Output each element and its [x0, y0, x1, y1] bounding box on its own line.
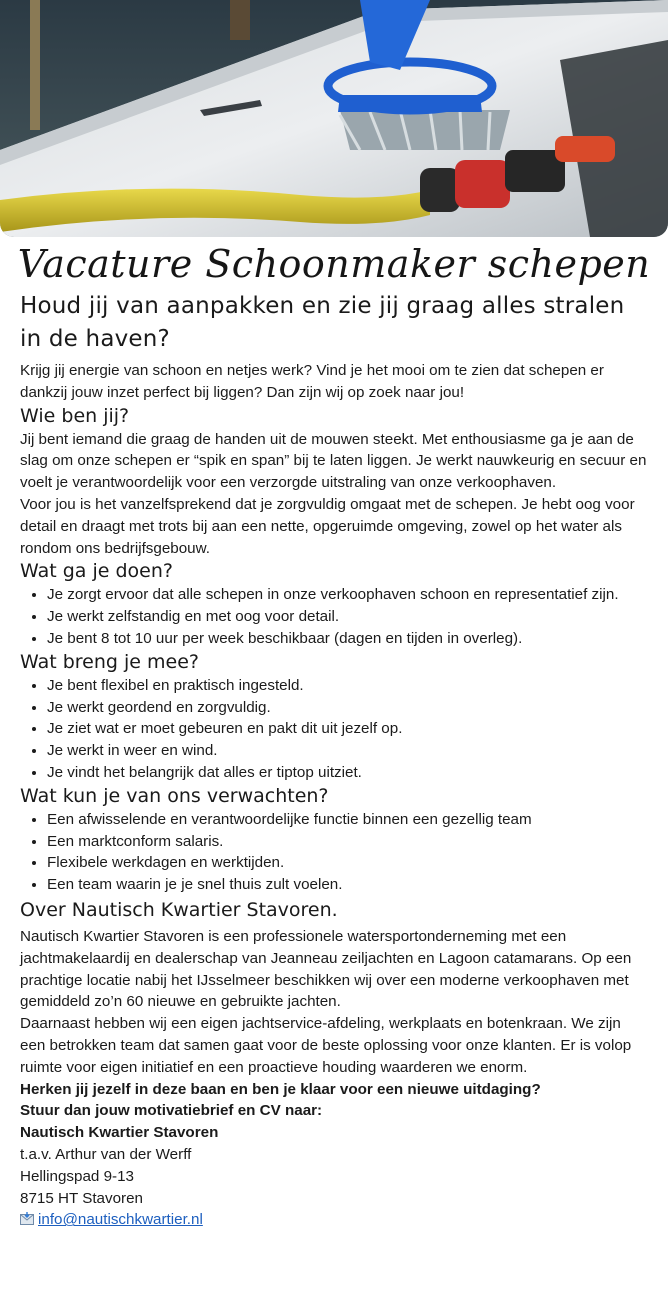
apply-line-1: Herken jij jezelf in deze baan en ben je klaar voor een nieuwe uitdaging?	[20, 1080, 541, 1098]
list-item: • Flexibele werkdagen en werktijden.	[47, 852, 650, 874]
headline: Houd jij van aanpakken en zie jij graag alles stralen in de haven?	[20, 293, 625, 352]
list-item: • Je bent 8 tot 10 uur per week beschikbaar (dagen en tijden in overleg).	[47, 628, 650, 650]
envelope-icon	[20, 1212, 34, 1225]
verwachten-list	[20, 809, 650, 896]
list-item: • Je werkt geordend en zorgvuldig.	[47, 697, 650, 719]
boat-cleaning-brush-illustration	[0, 0, 668, 237]
address-street: Hellingspad 9-13	[20, 1167, 134, 1185]
section-heading-mee: Wat breng je mee?	[20, 650, 199, 673]
list-item: • Je werkt zelfstandig en met oog voor detail.	[47, 606, 650, 628]
doen-list	[20, 584, 650, 649]
list-item: • Een team waarin je je snel thuis zult voelen.	[47, 874, 650, 896]
page-title-script: Vacature Schoonmaker schepen	[17, 242, 651, 286]
vacancy-content	[20, 290, 650, 1231]
apply-line-2: Stuur dan jouw motivatiebrief en CV naar:	[20, 1102, 323, 1120]
email-link[interactable]: info@nautischkwartier.nl	[38, 1211, 203, 1229]
wie-paragraph-2: Voor jou is het vanzelfsprekend dat je zorgvuldig omgaat met de schepen. Je hebt oog voor detail en draagt met trots bij aan een nette, opgeruimde omgeving, zowel op het water als rondom ons bedrijfsgebouw.	[20, 495, 635, 557]
mee-list	[20, 675, 650, 784]
section-heading-doen: Wat ga je doen?	[20, 560, 173, 583]
attention-line: t.a.v. Arthur van der Werff	[20, 1145, 192, 1163]
address-city: 8715 HT Stavoren	[20, 1189, 143, 1207]
list-item: • Je zorgt ervoor dat alle schepen in onze verkoophaven schoon en representatief zijn.	[47, 584, 650, 606]
list-item: • Je bent flexibel en praktisch ingesteld.	[47, 675, 650, 697]
hero-photo	[0, 0, 668, 237]
section-heading-wie: Wie ben jij?	[20, 404, 130, 427]
over-paragraph-2: Daarnaast hebben wij een eigen jachtservice-afdeling, werkplaats en botenkraan. We zijn een betrokken team dat samen gaat voor de beste oplossing voor onze klanten. Er is volop ruimte voor eigen initiatief en een proactieve houding waarderen we enorm.	[20, 1015, 632, 1076]
wie-paragraph-1: Jij bent iemand die graag de handen uit de mouwen steekt. Met enthousiasme ga je aan de slag om onze schepen er “spik en span” bij te laten liggen. Je werkt nauwkeurig en secuur en voelt je verantwoordelijk voor een verzorgde uitstraling van onze verkoophaven.	[20, 430, 647, 492]
section-heading-verwachten: Wat kun je van ons verwachten?	[20, 784, 329, 807]
list-item: • Een marktconform salaris.	[47, 831, 650, 853]
over-paragraph-1: Nautisch Kwartier Stavoren is een professionele watersportonderneming met een jachtmakelaardij en dealerschap van Jeanneau zeiljachten en Lagoon catamarans. Op een prachtige locatie nabij het IJsselmeer beschikken wij over een moderne verkoophaven met gemiddeld zo’n 60 nieuwe en gebruikte jachten.	[20, 927, 632, 1011]
list-item: • Je vindt het belangrijk dat alles er tiptop uitziet.	[47, 762, 650, 784]
list-item: • Je werkt in weer en wind.	[47, 740, 650, 762]
intro-text: Krijg jij energie van schoon en netjes werk? Vind je het mooi om te zien dat schepen er dankzij jouw inzet perfect bij liggen? Dan zijn wij op zoek naar jou!	[20, 362, 604, 401]
list-item: • Een afwisselende en verantwoordelijke functie binnen een gezellig team	[47, 809, 650, 831]
email-line	[20, 1209, 650, 1231]
section-heading-over: Over Nautisch Kwartier Stavoren.	[20, 898, 338, 921]
company-name: Nautisch Kwartier Stavoren	[20, 1124, 219, 1142]
list-item: • Je ziet wat er moet gebeuren en pakt dit uit jezelf op.	[47, 718, 650, 740]
